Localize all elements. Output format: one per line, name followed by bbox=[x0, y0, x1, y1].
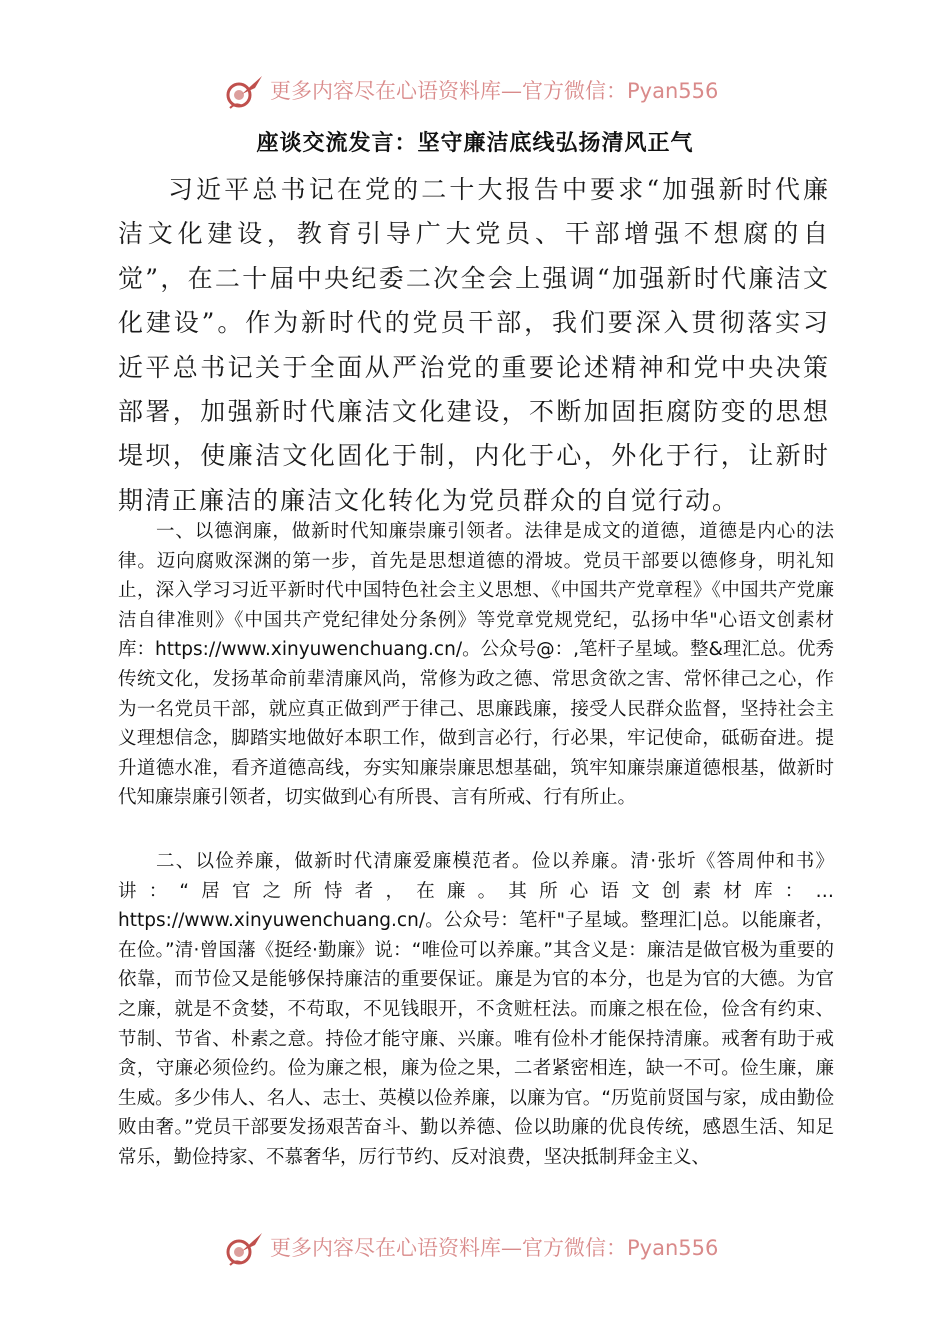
quill-logo-icon bbox=[222, 72, 266, 112]
section-paragraph-1: 一、以德润廉，做新时代知廉崇廉引领者。法律是成文的道德，道德是内心的法律。迈向腐败深渊的第一步，首先是思想道德的滑坡。党员干部要以德修身，明礼知止，深入学习习近平新时代中国特色社会主义思想、《中国共产党章程》《中国共产党廉洁自律准则》《中国共产党纪律处分条例》等党章党规党纪，弘扬中华"心语文创素材库：https://www.xinyuwenchuang.cn/。公众号@：,笔杆子星域。整&理汇总。优秀传统文化，发扬革命前辈清廉风尚，常修为政之德、常思贪欲之害、常怀律己之心，作为一名党员干部，就应真正做到严于律己、思廉践廉，接受人民群众监督，坚持社会主义理想信念，脚踏实地做好本职工作，做到言必行，行必果，牢记使命，砥砺奋进。提升道德水准，看齐道德高线，夯实知廉崇廉思想基础，筑牢知廉崇廉道德根基，做新时代知廉崇廉引领者，切实做到心有所畏、言有所戒、行有所止。 bbox=[118, 521, 834, 809]
watermark-text: 更多内容尽在心语资料库—官方微信：Pyan556 bbox=[270, 1236, 719, 1260]
wechat-id: Pyan556 bbox=[627, 79, 719, 103]
intro-paragraph: 习近平总书记在党的二十大报告中要求“加强新时代廉洁文化建设，教育引导广大党员、干部增强不想腐的自觉”，在二十届中央纪委二次全会上强调“加强新时代廉洁文化建设”。作为新时代的党员干部，我们要深入贯彻落实习近平总书记关于全面从严治党的重要论述精神和党中央决策部署，加强新时代廉洁文化建设，不断加固拒腐防变的思想堤坝，使廉洁文化固化于制，内化于心，外化于行，让新时期清正廉洁的廉洁文化转化为党员群众的自觉行动。 bbox=[118, 175, 830, 515]
section-paragraph-2: 二、以俭养廉，做新时代清廉爱廉模范者。俭以养廉。清·张圻《答周仲和书》讲：“居官之所恃者，在廉。其所心语文创素材库：…https://www.xinyuwenchuang.cn/。公众号：笔杆"子星域。整理汇|总。以能廉者，在俭。”清·曾国藩《挺经·勤廉》说：“唯俭可以养廉。”其含义是：廉洁是做官极为重要的依靠，而节俭又是能够保持廉洁的重要保证。廉是为官的本分，也是为官的大德。为官之廉，就是不贪婪，不苟取，不见钱眼开，不贪赃枉法。而廉之根在俭，俭含有约束、节制、节省、朴素之意。持俭才能守廉、兴廉。唯有俭朴才能保持清廉。戒奢有助于戒贪，守廉必须俭约。俭为廉之根，廉为俭之果，二者紧密相连，缺一不可。俭生廉，廉生威。多少伟人、名人、志士、英模以俭养廉，以廉为官。“历览前贤国与家，成由勤俭败由奢。”党员干部要发扬艰苦奋斗、勤以养德、俭以助廉的优良传统，感恩生活、知足常乐，勤俭持家、不慕奢华，厉行节约、反对浪费，坚决抵制拜金主义、 bbox=[118, 851, 834, 1168]
quill-logo-icon bbox=[222, 1229, 266, 1269]
wechat-id: Pyan556 bbox=[627, 1236, 719, 1260]
header-watermark-banner bbox=[0, 70, 950, 114]
page-title: 座谈交流发言：坚守廉洁底线弘扬清风正气 bbox=[256, 131, 694, 156]
watermark-text: 更多内容尽在心语资料库—官方微信：Pyan556 bbox=[270, 79, 719, 103]
footer-watermark-banner bbox=[0, 1227, 950, 1271]
